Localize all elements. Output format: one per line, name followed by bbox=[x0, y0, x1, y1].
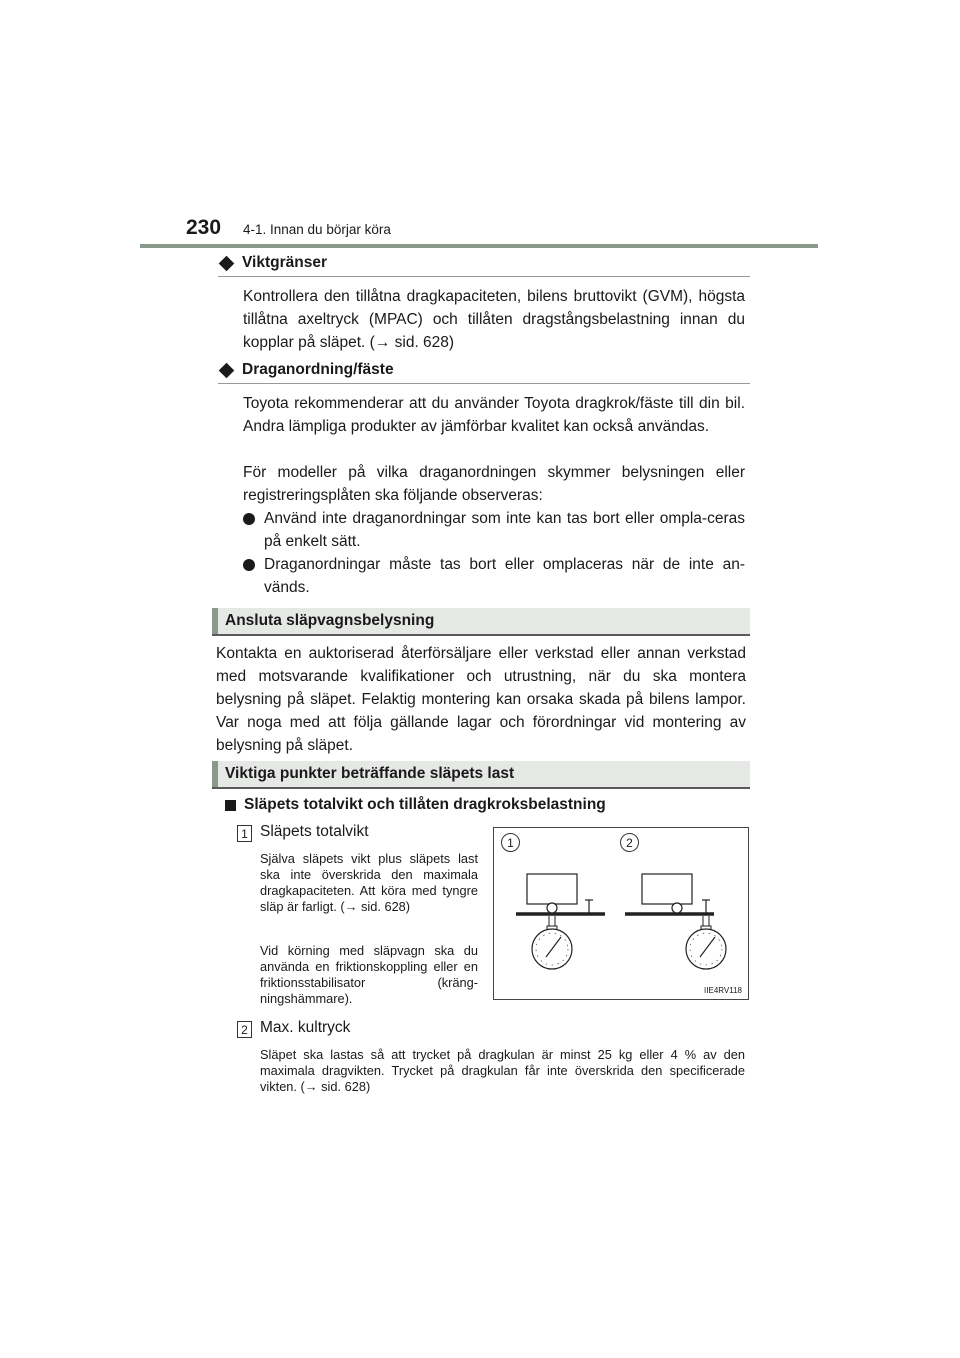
item1-text-1: Själva släpets vikt plus släpets last ska inte överskrida den maximala dragkapaciteten. Att köra med tyngre släp är farligt. (→ sid. 628) bbox=[260, 851, 478, 914]
figure-label-1: 1 bbox=[501, 833, 520, 852]
draganordning-body-2: För modeller på vilka draganordningen skymmer belysningen eller registreringsplåten ska följande observeras: bbox=[243, 464, 745, 504]
draganordning-rule bbox=[218, 383, 750, 384]
draganordning-heading bbox=[218, 361, 394, 379]
trailer-total-weight-diagram bbox=[516, 874, 605, 969]
max-ball-pressure-diagram bbox=[625, 874, 726, 969]
bullet-item bbox=[243, 553, 745, 599]
figure-code: IIE4RV118 bbox=[704, 986, 742, 995]
square-bullet-icon bbox=[225, 800, 236, 811]
draganordning-body-1: Toyota rekommenderar att du använder Toyota dragkrok/fäste till din bil. Andra lämpliga produkter av jämförbar kvalitet kan också användas. bbox=[243, 395, 745, 435]
ansluta-title: Ansluta släpvagnsbelysning bbox=[225, 612, 435, 629]
bullet-text: Använd inte draganordningar som inte kan tas bort eller ompla-ceras på enkelt sätt. bbox=[264, 510, 745, 550]
figure-label-2: 2 bbox=[620, 833, 639, 852]
bullet-text: Draganordningar måste tas bort eller omplaceras när de inte an-vänds. bbox=[264, 556, 745, 596]
header-rule bbox=[140, 244, 818, 248]
section-header: 4-1. Innan du börjar köra bbox=[243, 222, 391, 237]
viktiga-subheading bbox=[225, 796, 606, 814]
item2-text: Släpet ska lastas så att trycket på dragkulan är minst 25 kg eller 4 % av den maximala dragvikten. Trycket på dragkulan får inte överskrida den specificerade vikten. (→ sid. 628) bbox=[260, 1047, 745, 1094]
item1-title: Släpets totalvikt bbox=[260, 823, 369, 840]
viktgranser-rule bbox=[218, 276, 750, 277]
diamond-icon bbox=[219, 255, 235, 271]
viktgranser-body: Kontrollera den tillåtna dragkapaciteten, bilens bruttovikt (GVM), högsta tillåtna axeltryck (MPAC) och tillåten dragstångsbelastning innan du kopplar på släpet. (→ sid. 628) bbox=[243, 288, 745, 351]
section-stripe bbox=[212, 761, 218, 787]
bullet-dot-icon bbox=[243, 513, 255, 525]
trailer-diagram-svg bbox=[494, 828, 750, 1001]
viktiga-title: Viktiga punkter beträffande släpets last bbox=[225, 765, 515, 782]
bullet-dot-icon bbox=[243, 559, 255, 571]
viktiga-subheading-text: Släpets totalvikt och tillåten dragkroksbelastning bbox=[244, 796, 606, 813]
ansluta-body: Kontakta en auktoriserad återförsäljare eller verkstad eller annan verkstad med motsvarande kvalifikationer och utrustning, när du ska montera belysning på släpet. Felaktig montering kan orsaka skada på bilens lampor. Var noga med att följa gällande lagar och förordningar vid montering av belysning på släpet. bbox=[216, 645, 746, 754]
draganordning-title: Draganordning/fäste bbox=[242, 361, 394, 378]
item2-title: Max. kultryck bbox=[260, 1019, 351, 1036]
section-stripe bbox=[212, 608, 218, 634]
trailer-weight-figure bbox=[493, 827, 749, 1000]
diamond-icon bbox=[219, 362, 235, 378]
ansluta-section-bar bbox=[212, 608, 750, 636]
bullet-item bbox=[243, 507, 745, 553]
item-number-2: 2 bbox=[237, 1021, 252, 1038]
item-number-1: 1 bbox=[237, 825, 252, 842]
page-number: 230 bbox=[186, 216, 222, 239]
item1-text-2: Vid körning med släpvagn ska du använda en friktionskoppling eller en friktionsstabilisator (kräng-ningshämmare). bbox=[260, 943, 478, 1006]
viktgranser-heading bbox=[218, 254, 327, 272]
viktiga-section-bar bbox=[212, 761, 750, 789]
viktgranser-title: Viktgränser bbox=[242, 254, 328, 271]
